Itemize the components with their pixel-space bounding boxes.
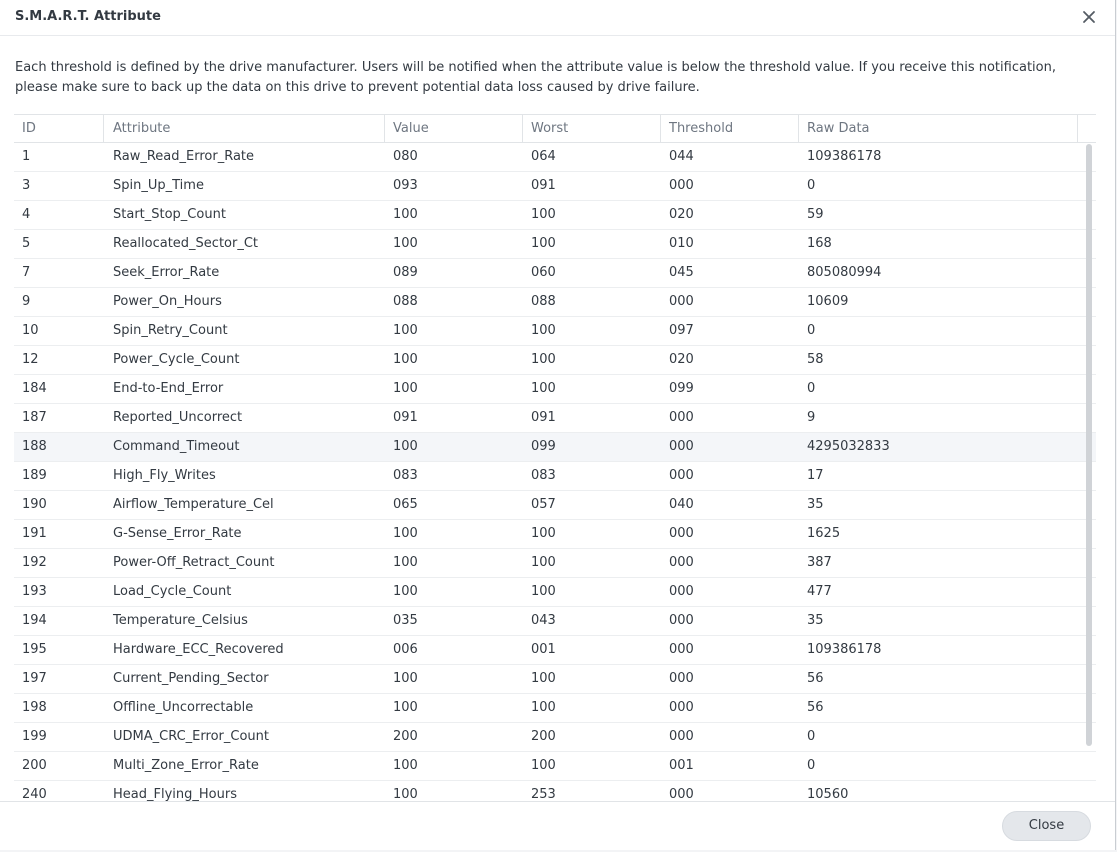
- cell-threshold: 000: [669, 439, 694, 454]
- cell-threshold: 044: [669, 149, 694, 164]
- cell-id: 192: [22, 555, 47, 570]
- cell-threshold: 001: [669, 758, 694, 773]
- cell-value: 006: [393, 642, 418, 657]
- cell-value: 200: [393, 729, 418, 744]
- cell-attribute: Spin_Up_Time: [113, 178, 204, 193]
- cell-value: 100: [393, 584, 418, 599]
- cell-value: 100: [393, 671, 418, 686]
- cell-value: 083: [393, 468, 418, 483]
- cell-attribute: UDMA_CRC_Error_Count: [113, 729, 269, 744]
- cell-worst: 100: [531, 758, 556, 773]
- cell-worst: 100: [531, 352, 556, 367]
- cell-threshold: 099: [669, 381, 694, 396]
- cell-id: 199: [22, 729, 47, 744]
- cell-threshold: 000: [669, 555, 694, 570]
- cell-raw-data: 0: [807, 178, 816, 193]
- cell-worst: 100: [531, 236, 556, 251]
- cell-raw-data: 477: [807, 584, 832, 599]
- cell-id: 191: [22, 526, 47, 541]
- cell-worst: 057: [531, 497, 556, 512]
- cell-value: 100: [393, 236, 418, 251]
- cell-value: 100: [393, 323, 418, 338]
- table-row[interactable]: [14, 665, 1096, 694]
- cell-attribute: Current_Pending_Sector: [113, 671, 269, 686]
- cell-attribute: Hardware_ECC_Recovered: [113, 642, 284, 657]
- cell-attribute: Command_Timeout: [113, 439, 240, 454]
- cell-worst: 100: [531, 207, 556, 222]
- table-row[interactable]: [14, 201, 1096, 230]
- close-icon[interactable]: [1081, 9, 1097, 25]
- table-row[interactable]: [14, 491, 1096, 520]
- cell-value: 035: [393, 613, 418, 628]
- cell-attribute: Power-Off_Retract_Count: [113, 555, 275, 570]
- cell-id: 9: [22, 294, 31, 309]
- cell-raw-data: 17: [807, 468, 824, 483]
- cell-attribute: Raw_Read_Error_Rate: [113, 149, 255, 164]
- table-row[interactable]: [14, 288, 1096, 317]
- cell-raw-data: 4295032833: [807, 439, 890, 454]
- cell-threshold: 040: [669, 497, 694, 512]
- table-row[interactable]: [14, 143, 1096, 172]
- cell-id: 200: [22, 758, 47, 773]
- table-row[interactable]: [14, 172, 1096, 201]
- cell-id: 190: [22, 497, 47, 512]
- cell-raw-data: 10609: [807, 294, 849, 309]
- cell-id: 187: [22, 410, 47, 425]
- cell-worst: 100: [531, 381, 556, 396]
- cell-value: 080: [393, 149, 418, 164]
- table-row[interactable]: [14, 259, 1096, 288]
- cell-worst: 091: [531, 178, 556, 193]
- cell-worst: 083: [531, 468, 556, 483]
- cell-raw-data: 9: [807, 410, 816, 425]
- cell-threshold: 000: [669, 642, 694, 657]
- cell-worst: 100: [531, 555, 556, 570]
- cell-threshold: 000: [669, 671, 694, 686]
- cell-value: 100: [393, 787, 418, 801]
- cell-attribute: Power_Cycle_Count: [113, 352, 240, 367]
- cell-attribute: Spin_Retry_Count: [113, 323, 228, 338]
- column-header-value[interactable]: Value: [385, 115, 523, 142]
- table-row[interactable]: [14, 578, 1096, 607]
- column-header-worst[interactable]: Worst: [523, 115, 661, 142]
- table-row[interactable]: [14, 723, 1096, 752]
- table-row[interactable]: [14, 317, 1096, 346]
- cell-attribute: Head_Flying_Hours: [113, 787, 237, 801]
- table-row[interactable]: [14, 781, 1096, 801]
- column-header-id[interactable]: ID: [14, 115, 104, 142]
- cell-worst: 091: [531, 410, 556, 425]
- cell-raw-data: 0: [807, 381, 816, 396]
- cell-value: 065: [393, 497, 418, 512]
- cell-id: 184: [22, 381, 47, 396]
- cell-attribute: End-to-End_Error: [113, 381, 224, 396]
- cell-attribute: High_Fly_Writes: [113, 468, 216, 483]
- cell-value: 100: [393, 700, 418, 715]
- cell-raw-data: 58: [807, 352, 824, 367]
- cell-value: 100: [393, 555, 418, 570]
- cell-id: 240: [22, 787, 47, 801]
- cell-id: 10: [22, 323, 39, 338]
- cell-threshold: 000: [669, 613, 694, 628]
- cell-threshold: 000: [669, 526, 694, 541]
- cell-threshold: 000: [669, 410, 694, 425]
- cell-id: 194: [22, 613, 47, 628]
- table-row[interactable]: [14, 404, 1096, 433]
- cell-raw-data: 56: [807, 700, 824, 715]
- cell-value: 088: [393, 294, 418, 309]
- cell-raw-data: 0: [807, 729, 816, 744]
- cell-attribute: Airflow_Temperature_Cel: [113, 497, 274, 512]
- smart-table: [14, 114, 1096, 801]
- cell-threshold: 000: [669, 468, 694, 483]
- table-row[interactable]: [14, 636, 1096, 665]
- cell-id: 197: [22, 671, 47, 686]
- close-button[interactable]: Close: [1002, 811, 1091, 841]
- cell-attribute: Load_Cycle_Count: [113, 584, 232, 599]
- threshold-description: Each threshold is defined by the drive manufacturer. Users will be notified when the attribute value is below the threshold value. If you receive this notification, please make sure to back up the data on this drive to prevent potential data loss caused by drive failure.: [15, 60, 1056, 95]
- table-row[interactable]: [14, 607, 1096, 636]
- cell-raw-data: 109386178: [807, 642, 882, 657]
- vertical-scrollbar[interactable]: [1086, 144, 1092, 746]
- cell-worst: 001: [531, 642, 556, 657]
- cell-attribute: Power_On_Hours: [113, 294, 222, 309]
- cell-raw-data: 59: [807, 207, 824, 222]
- cell-id: 7: [22, 265, 31, 280]
- table-row[interactable]: [14, 520, 1096, 549]
- column-header-raw-data[interactable]: Raw Data: [799, 115, 1078, 142]
- column-header-attribute[interactable]: Attribute: [105, 115, 385, 142]
- cell-attribute: Reported_Uncorrect: [113, 410, 243, 425]
- cell-value: 100: [393, 439, 418, 454]
- cell-attribute: Seek_Error_Rate: [113, 265, 220, 280]
- cell-threshold: 000: [669, 729, 694, 744]
- cell-worst: 064: [531, 149, 556, 164]
- cell-value: 100: [393, 758, 418, 773]
- cell-id: 4: [22, 207, 31, 222]
- cell-id: 188: [22, 439, 47, 454]
- cell-worst: 100: [531, 323, 556, 338]
- cell-raw-data: 56: [807, 671, 824, 686]
- cell-attribute: Start_Stop_Count: [113, 207, 226, 222]
- cell-raw-data: 1625: [807, 526, 841, 541]
- cell-raw-data: 387: [807, 555, 832, 570]
- cell-raw-data: 0: [807, 758, 816, 773]
- cell-worst: 100: [531, 584, 556, 599]
- cell-threshold: 010: [669, 236, 694, 251]
- cell-threshold: 000: [669, 584, 694, 599]
- cell-raw-data: 168: [807, 236, 832, 251]
- cell-raw-data: 0: [807, 323, 816, 338]
- cell-id: 198: [22, 700, 47, 715]
- cell-threshold: 020: [669, 207, 694, 222]
- cell-threshold: 000: [669, 294, 694, 309]
- cell-threshold: 020: [669, 352, 694, 367]
- cell-raw-data: 109386178: [807, 149, 882, 164]
- cell-worst: 100: [531, 671, 556, 686]
- cell-worst: 060: [531, 265, 556, 280]
- table-header: [14, 114, 1096, 143]
- table-row[interactable]: [14, 549, 1096, 578]
- cell-id: 189: [22, 468, 47, 483]
- table-row[interactable]: [14, 433, 1096, 462]
- cell-worst: 099: [531, 439, 556, 454]
- cell-raw-data: 10560: [807, 787, 849, 801]
- cell-id: 1: [22, 149, 31, 164]
- cell-raw-data: 805080994: [807, 265, 882, 280]
- cell-id: 195: [22, 642, 47, 657]
- cell-threshold: 097: [669, 323, 694, 338]
- cell-attribute: Temperature_Celsius: [113, 613, 248, 628]
- cell-threshold: 000: [669, 787, 694, 801]
- cell-threshold: 045: [669, 265, 694, 280]
- cell-threshold: 000: [669, 700, 694, 715]
- cell-attribute: Reallocated_Sector_Ct: [113, 236, 259, 251]
- cell-value: 093: [393, 178, 418, 193]
- column-header-threshold[interactable]: Threshold: [661, 115, 799, 142]
- cell-id: 193: [22, 584, 47, 599]
- cell-id: 12: [22, 352, 39, 367]
- cell-attribute: Multi_Zone_Error_Rate: [113, 758, 259, 773]
- cell-worst: 253: [531, 787, 556, 801]
- cell-raw-data: 35: [807, 497, 824, 512]
- table-row[interactable]: [14, 752, 1096, 781]
- cell-value: 100: [393, 526, 418, 541]
- table-row[interactable]: [14, 375, 1096, 404]
- table-row[interactable]: [14, 346, 1096, 375]
- cell-worst: 100: [531, 526, 556, 541]
- cell-worst: 043: [531, 613, 556, 628]
- dialog-title: S.M.A.R.T. Attribute: [15, 9, 161, 24]
- cell-attribute: Offline_Uncorrectable: [113, 700, 254, 715]
- cell-worst: 200: [531, 729, 556, 744]
- table-row[interactable]: [14, 694, 1096, 723]
- dialog-footer: [0, 801, 1115, 850]
- cell-worst: 088: [531, 294, 556, 309]
- table-body: [14, 143, 1096, 801]
- cell-value: 100: [393, 381, 418, 396]
- cell-value: 091: [393, 410, 418, 425]
- cell-raw-data: 35: [807, 613, 824, 628]
- cell-value: 100: [393, 352, 418, 367]
- cell-id: 3: [22, 178, 31, 193]
- cell-threshold: 000: [669, 178, 694, 193]
- table-row[interactable]: [14, 230, 1096, 259]
- cell-attribute: G-Sense_Error_Rate: [113, 526, 242, 541]
- dialog-titlebar: [0, 0, 1115, 36]
- cell-value: 100: [393, 207, 418, 222]
- cell-worst: 100: [531, 700, 556, 715]
- cell-value: 089: [393, 265, 418, 280]
- table-row[interactable]: [14, 462, 1096, 491]
- cell-id: 5: [22, 236, 31, 251]
